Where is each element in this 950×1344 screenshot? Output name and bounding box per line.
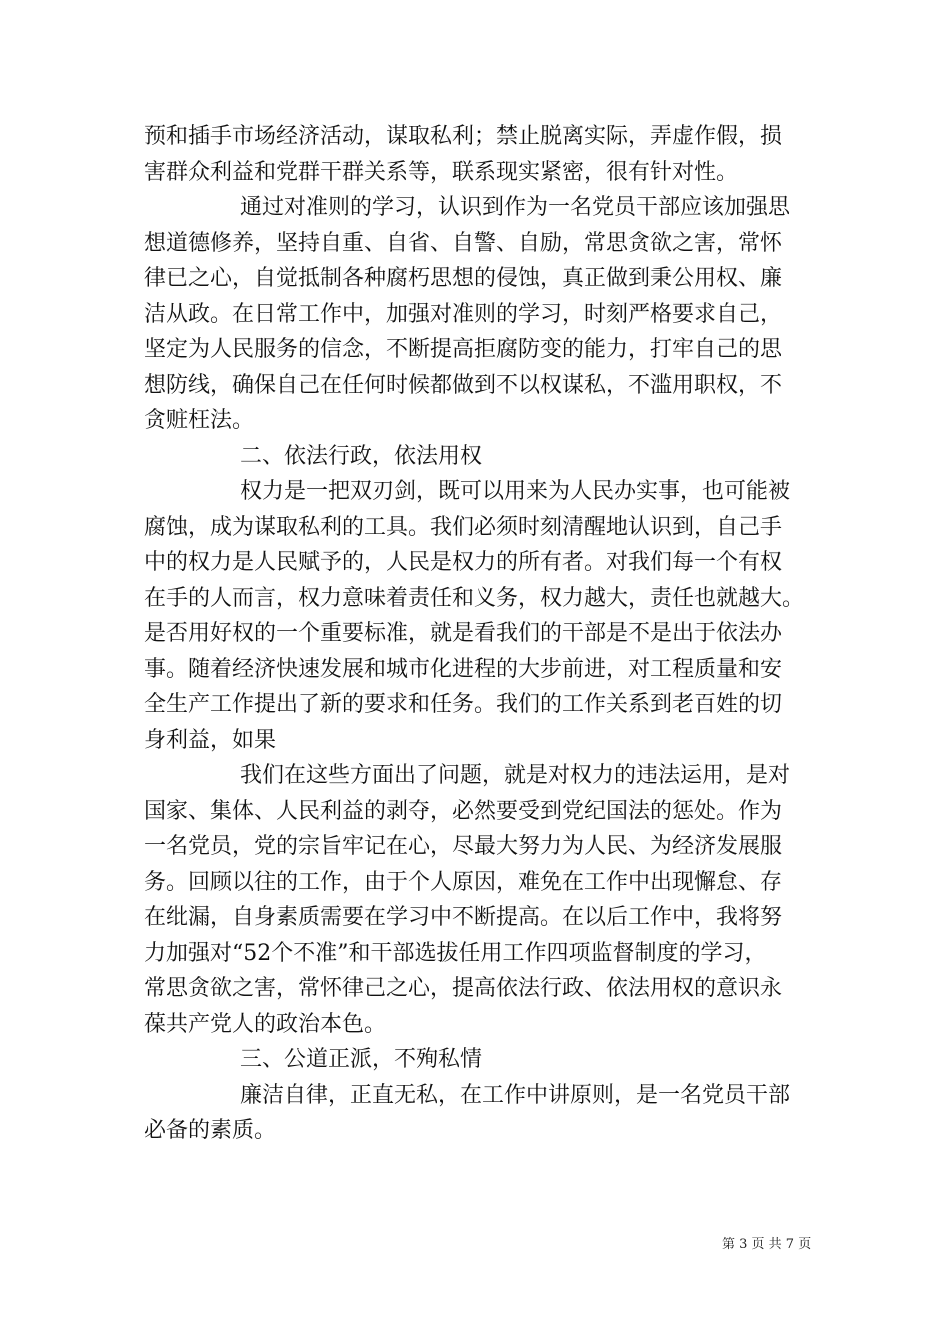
text-line: 事。随着经济快速发展和城市化进程的大步前进，对工程质量和安 [144,656,783,682]
text-line: 必备的素质。 [144,1118,277,1143]
text-line: 是否用好权的一个重要标准，就是看我们的干部是不是出于依法办 [144,621,783,646]
paragraph-first-line: 通过对准则的学习，认识到作为一名党员干部应该加强思 [240,195,791,220]
text-line: 身利益，如果 [144,727,277,753]
text-line: 全生产工作提出了新的要求和任务。我们的工作关系到老百姓的切 [144,692,783,717]
text-line: 害群众利益和党群干群关系等，联系现实紧密，很有针对性。 [144,159,739,185]
paragraph-first-line: 我们在这些方面出了问题，就是对权力的违法运用，是对 [240,763,791,788]
text-line: 国家、集体、人民利益的剥夺，必然要受到党纪国法的惩处。作为 [144,798,783,824]
text-line: 常思贪欲之害，常怀律己之心，提高依法行政、依法用权的意识永 [144,976,783,1001]
text-line: 坚定为人民服务的信念，不断提高拒腐防变的能力，打牢自己的思 [144,337,783,362]
text-line: 想防线，确保自己在任何时候都做到不以权谋私，不滥用职权，不 [144,372,783,398]
text-line: 中的权力是人民赋予的，人民是权力的所有者。对我们每一个有权 [144,550,783,575]
text-line: 腐蚀，成为谋取私利的工具。我们必须时刻清醒地认识到，自己手 [144,514,783,540]
text-line: 预和插手市场经济活动，谋取私利；禁止脱离实际，弄虚作假，损 [144,124,783,149]
text-line: 想道德修养，坚持自重、自省、自警、自励，常思贪欲之害，常怀 [144,230,783,256]
text-line: 葆共产党人的政治本色。 [144,1011,387,1037]
text-line: 在纰漏，自身素质需要在学习中不断提高。在以后工作中，我将努 [144,905,783,930]
paragraph-first-line: 三、公道正派，不殉私情 [240,1047,483,1072]
text-line: 律已之心，自觉抵制各种腐朽思想的侵蚀，真正做到秉公用权、廉 [144,266,783,291]
text-line: 贪赃枉法。 [144,408,255,433]
page-number-footer: 第 3 页 共 7 页 [722,1237,812,1252]
paragraph-first-line: 二、依法行政，依法用权 [240,443,483,469]
document-body [144,119,824,1149]
text-line: 力加强对“52个不准”和干部选拔任用工作四项监督制度的学习， [144,940,767,966]
text-line: 一名党员，党的宗旨牢记在心，尽最大努力为人民、为经济发展服 [144,834,783,859]
paragraph-first-line: 权力是一把双刃剑，既可以用来为人民办实事，也可能被 [240,479,791,504]
paragraph-first-line: 廉洁自律，正直无私，在工作中讲原则，是一名党员干部 [240,1082,791,1108]
text-line: 洁从政。在日常工作中，加强对准则的学习，时刻严格要求自己， [144,301,783,327]
text-line: 在手的人而言，权力意味着责任和义务，权力越大，责任也就越大。 [144,585,805,611]
text-line: 务。回顾以往的工作，由于个人原因，难免在工作中出现懈怠、存 [144,869,783,895]
